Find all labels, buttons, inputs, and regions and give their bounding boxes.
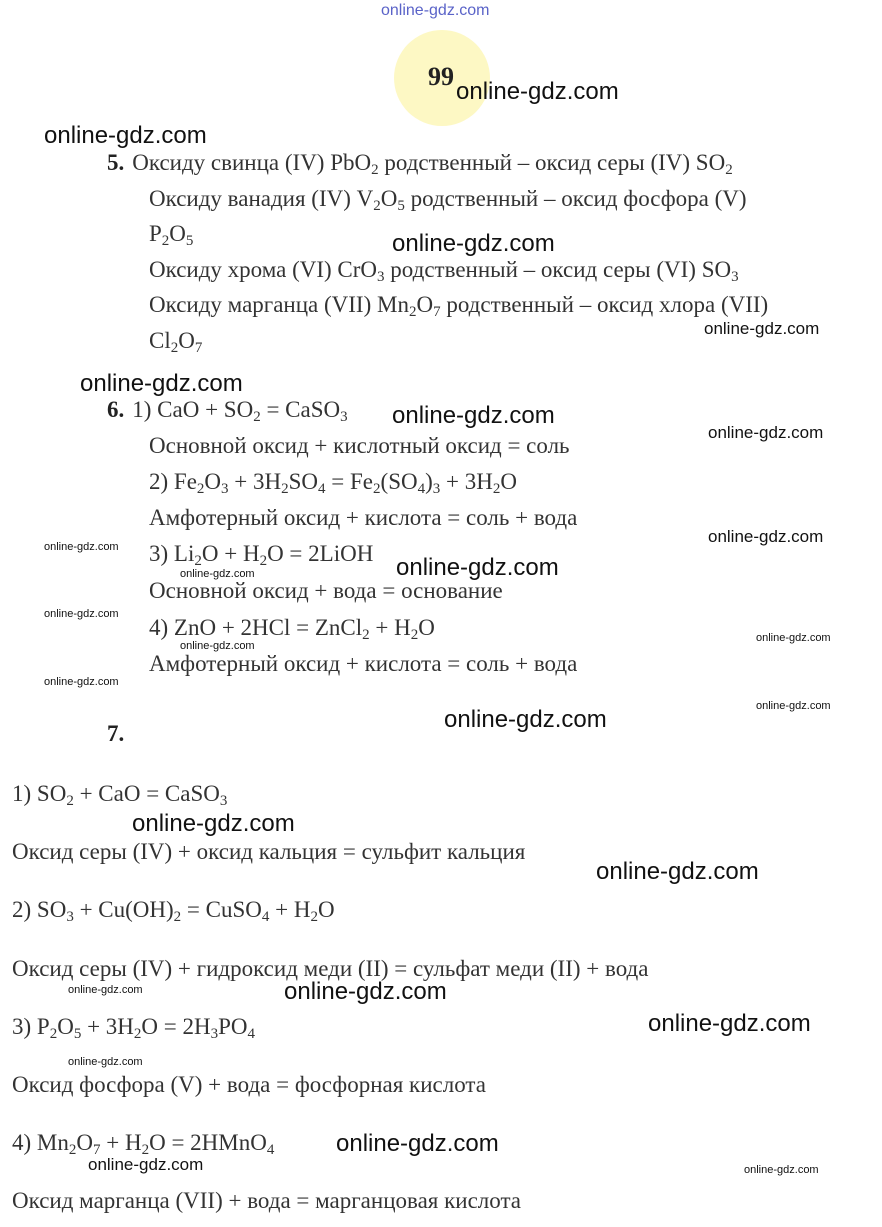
task7-line-8: Оксид марганца (VII) + вода = марганцовая кислота bbox=[12, 1188, 522, 1213]
task6-line-6: Основной оксид + вода = основание bbox=[149, 578, 503, 603]
watermark: online-gdz.com bbox=[756, 700, 831, 712]
task7-line-4: Оксид серы (IV) + гидроксид меди (II) = сульфат меди (II) + вода bbox=[12, 956, 649, 981]
watermark: online-gdz.com bbox=[44, 122, 207, 149]
watermark: online-gdz.com bbox=[44, 676, 119, 688]
watermark: online-gdz.com bbox=[180, 568, 255, 580]
watermark: online-gdz.com bbox=[392, 402, 555, 429]
watermark: online-gdz.com bbox=[704, 319, 820, 338]
task5-line-2: Оксиду ванадия (IV) $V_2O_5$ родственный – оксид фосфора (V) bbox=[149, 186, 747, 214]
watermark: online-gdz.com bbox=[744, 1164, 819, 1176]
watermark: online-gdz.com bbox=[180, 640, 255, 652]
task7-line-5: 3) $P_2O_5 + 3H_2O = 2H_3PO_4$ bbox=[12, 1014, 256, 1042]
task6-line-3: 2) $Fe_2O_3 + 3H_2SO_4 = Fe_2(SO_4)_3 + 3H_2O$ bbox=[149, 469, 517, 497]
watermark: online-gdz.com bbox=[456, 78, 619, 105]
task5-line-3: $P_2O_5$ bbox=[149, 221, 194, 249]
watermark: online-gdz.com bbox=[396, 554, 559, 581]
task7-line-7: 4) $Mn_2O_7 + H_2O$ = 2HMnO$_4$ bbox=[12, 1130, 275, 1158]
task7-line-6: Оксид фосфора (V) + вода = фосфорная кислота bbox=[12, 1072, 486, 1097]
task6-line-7: 4) ZnO + 2HCl = ZnCl$_2$ + $H_2O$ bbox=[149, 615, 435, 643]
watermark: online-gdz.com bbox=[80, 370, 243, 397]
task7-line-2: Оксид серы (IV) + оксид кальция = сульфит кальция bbox=[12, 839, 526, 864]
watermark: online-gdz.com bbox=[648, 1010, 811, 1037]
watermark: online-gdz.com bbox=[284, 978, 447, 1005]
page-number: 99 bbox=[428, 62, 454, 91]
watermark: online-gdz.com bbox=[132, 810, 295, 837]
site-link[interactable]: online-gdz.com bbox=[381, 2, 490, 19]
task6-line-2: Основной оксид + кислотный оксид = соль bbox=[149, 433, 570, 458]
task5-line-6: $Cl_2O_7$ bbox=[149, 328, 203, 356]
watermark: online-gdz.com bbox=[68, 984, 143, 996]
watermark: online-gdz.com bbox=[336, 1130, 499, 1157]
task6-number: 6. bbox=[107, 397, 125, 422]
task6-line-8: Амфотерный оксид + кислота = соль + вода bbox=[149, 651, 578, 676]
watermark: online-gdz.com bbox=[756, 632, 831, 644]
watermark: online-gdz.com bbox=[68, 1056, 143, 1068]
task6-line-1 bbox=[107, 397, 348, 423]
watermark: online-gdz.com bbox=[88, 1155, 204, 1174]
task5-line-1 bbox=[107, 150, 733, 176]
task5-line-5: Оксиду марганца (VII) $Mn_2O_7$ родственный – оксид хлора (VII) bbox=[149, 292, 769, 320]
task5-number: 5. bbox=[107, 150, 125, 175]
watermark: online-gdz.com bbox=[708, 527, 824, 546]
watermark: online-gdz.com bbox=[44, 541, 119, 553]
watermark: online-gdz.com bbox=[708, 423, 824, 442]
task7-line-3: 2) $SO_3 + Cu(OH)_2$ = CuSO$_4$ + $H_2O$ bbox=[12, 897, 335, 925]
task7-header bbox=[107, 721, 132, 747]
watermark: online-gdz.com bbox=[44, 608, 119, 620]
task6-line-4: Амфотерный оксид + кислота = соль + вода bbox=[149, 505, 578, 530]
task5-text-1: Оксиду свинца (IV) PbO$_2$ родственный – оксид серы (IV) $SO_2$ bbox=[132, 150, 733, 178]
watermark: online-gdz.com bbox=[392, 230, 555, 257]
watermark: online-gdz.com bbox=[444, 706, 607, 733]
task6-text-1: 1) CaO + $SO_2$ = CaSO$_3$ bbox=[132, 397, 348, 425]
watermark: online-gdz.com bbox=[596, 858, 759, 885]
task6-line-5: 3) $Li_2O + H_2O$ = 2LiOH bbox=[149, 541, 374, 569]
task7-line-1: 1) $SO_2$ + CaO = CaSO$_3$ bbox=[12, 781, 228, 809]
task5-line-4: Оксиду хрома (VI) CrO$_3$ родственный – оксид серы (VI) $SO_3$ bbox=[149, 257, 739, 285]
task7-number: 7. bbox=[107, 721, 125, 746]
